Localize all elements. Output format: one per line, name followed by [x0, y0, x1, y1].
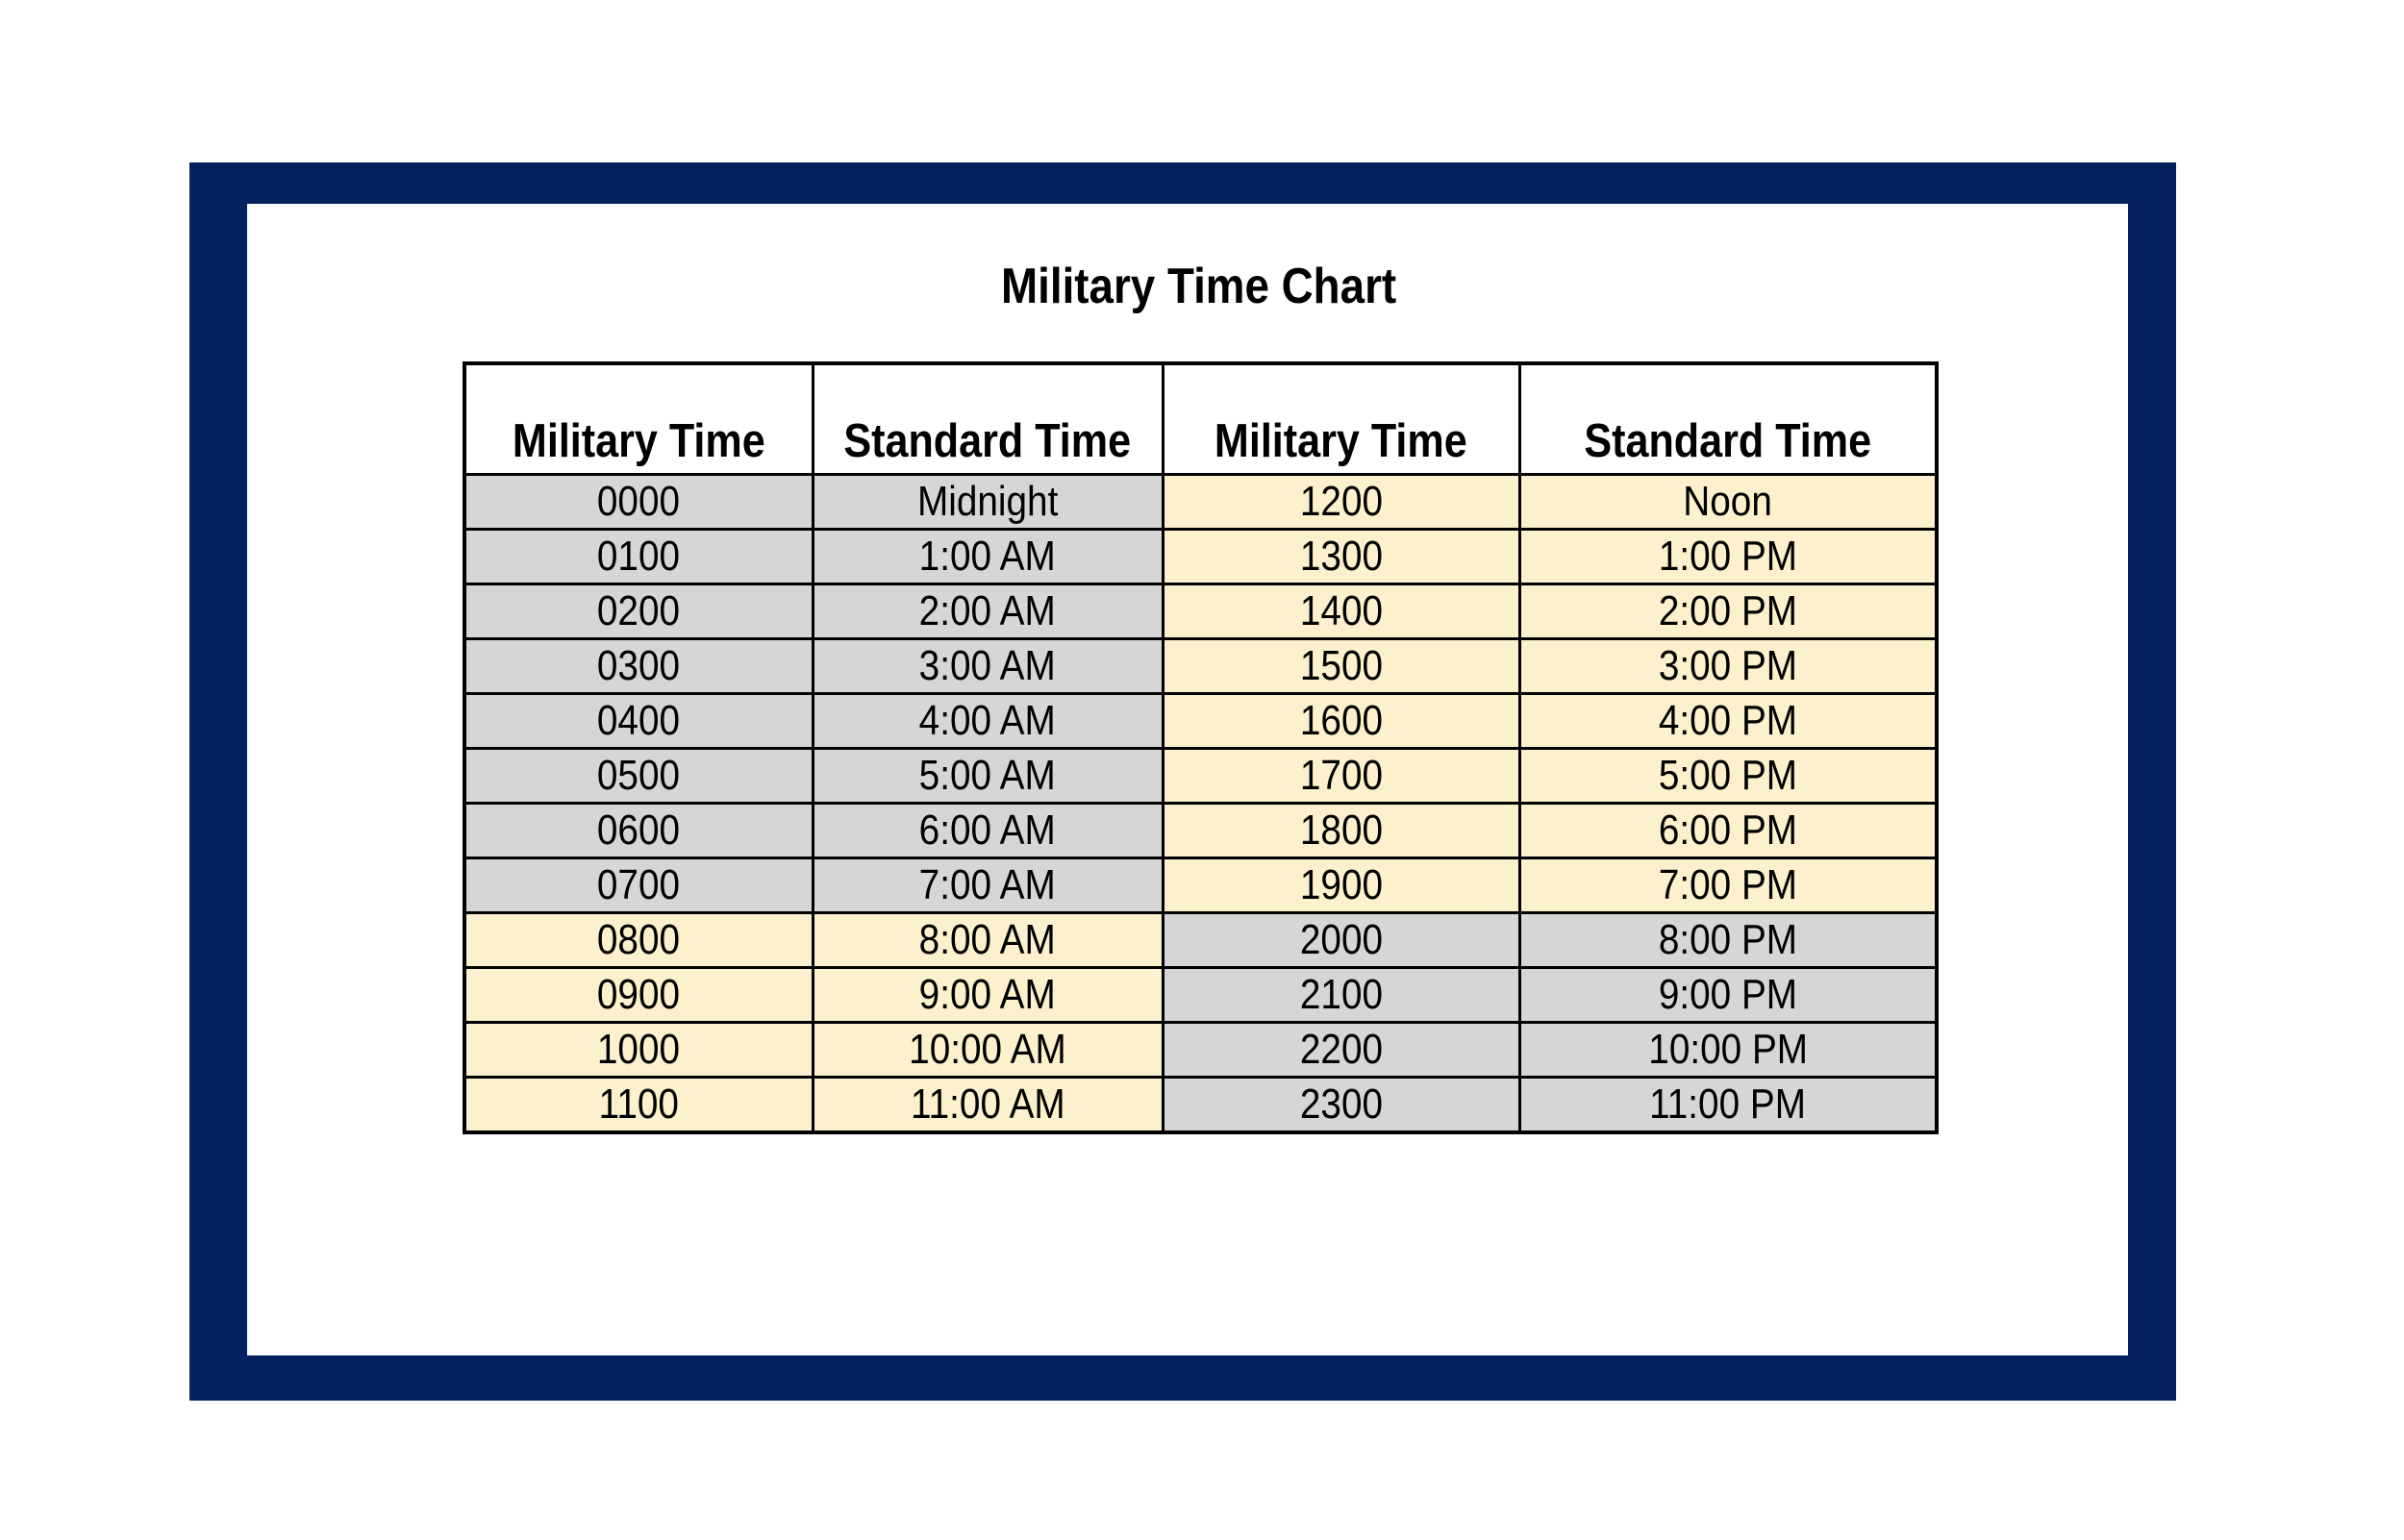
cell-standard-time	[813, 639, 1163, 694]
cell-text: Noon	[1683, 478, 1773, 525]
cell-military-time	[1163, 858, 1519, 913]
cell-text: 5:00 PM	[1658, 752, 1797, 799]
cell-text: 0200	[597, 587, 681, 634]
cell-text: 1100	[598, 1080, 679, 1128]
cell-text: 4:00 AM	[918, 697, 1057, 744]
page-title	[463, 259, 1935, 314]
cell-text: 7:00 AM	[918, 861, 1057, 908]
header-standard-time-right: Standard Time	[1519, 363, 1937, 475]
cell-text: 0100	[597, 533, 681, 580]
cell-text: 0300	[597, 642, 681, 689]
cell-text: 1700	[1299, 752, 1383, 799]
cell-text: 11:00 PM	[1649, 1080, 1807, 1128]
table-row	[464, 1078, 1937, 1133]
cell-standard-time	[813, 804, 1163, 858]
cell-standard-time	[1519, 475, 1937, 530]
cell-standard-time	[1519, 639, 1937, 694]
cell-text: 0600	[597, 807, 681, 854]
cell-military-time	[464, 749, 813, 804]
cell-standard-time	[1519, 1078, 1937, 1133]
cell-standard-time	[813, 1078, 1163, 1133]
cell-text: 0700	[597, 861, 681, 908]
cell-standard-time	[1519, 804, 1937, 858]
cell-text: 9:00 PM	[1658, 971, 1797, 1018]
cell-text: 0500	[597, 752, 681, 799]
table-row	[464, 804, 1937, 858]
cell-text: 1:00 AM	[918, 533, 1057, 580]
table-row	[464, 858, 1937, 913]
cell-standard-time	[1519, 749, 1937, 804]
table-header-row	[464, 363, 1937, 475]
page-title-text: Military Time Chart	[1000, 259, 1397, 314]
cell-military-time	[464, 475, 813, 530]
cell-text: 1200	[1299, 478, 1383, 525]
cell-text: 10:00 AM	[909, 1026, 1066, 1073]
cell-text: 8:00 PM	[1658, 916, 1797, 963]
cell-text: 0000	[597, 478, 681, 525]
cell-text: 1500	[1299, 642, 1383, 689]
cell-military-time	[464, 584, 813, 639]
cell-text: 2100	[1299, 971, 1383, 1018]
table-row	[464, 639, 1937, 694]
cell-text: 5:00 AM	[918, 752, 1057, 799]
table-row	[464, 530, 1937, 584]
cell-text: Midnight	[916, 478, 1059, 525]
cell-text: 1600	[1299, 697, 1383, 744]
cell-military-time	[1163, 913, 1519, 968]
cell-text: 0400	[597, 697, 681, 744]
header-military-time-left: Military Time	[464, 363, 813, 475]
cell-text: 1300	[1299, 533, 1383, 580]
cell-standard-time	[1519, 584, 1937, 639]
cell-military-time	[464, 913, 813, 968]
cell-text: 1000	[597, 1026, 681, 1073]
cell-text: 2300	[1299, 1080, 1383, 1128]
military-time-table	[463, 361, 1939, 1134]
cell-military-time	[464, 530, 813, 584]
cell-text: 2:00 PM	[1658, 587, 1797, 634]
header-military-time-right: Military Time	[1163, 363, 1519, 475]
cell-military-time	[1163, 804, 1519, 858]
table-row	[464, 584, 1937, 639]
table-row	[464, 694, 1937, 749]
cell-military-time	[1163, 639, 1519, 694]
cell-standard-time	[813, 968, 1163, 1023]
cell-military-time	[464, 804, 813, 858]
cell-text: 11:00 AM	[910, 1080, 1065, 1128]
cell-text: 1400	[1299, 587, 1383, 634]
cell-standard-time	[1519, 858, 1937, 913]
cell-military-time	[1163, 530, 1519, 584]
cell-text: 3:00 AM	[918, 642, 1057, 689]
cell-military-time	[1163, 1078, 1519, 1133]
cell-text: 0900	[597, 971, 681, 1018]
cell-text: 1:00 PM	[1658, 533, 1797, 580]
cell-text: 10:00 PM	[1647, 1026, 1808, 1073]
cell-text: 3:00 PM	[1658, 642, 1797, 689]
table-body	[464, 475, 1937, 1133]
cell-text: 7:00 PM	[1658, 861, 1797, 908]
cell-text: 8:00 AM	[918, 916, 1057, 963]
cell-military-time	[464, 639, 813, 694]
table-row	[464, 475, 1937, 530]
cell-text: 6:00 PM	[1658, 807, 1797, 854]
cell-text: 9:00 AM	[918, 971, 1057, 1018]
cell-text: 2200	[1299, 1026, 1383, 1073]
cell-military-time	[1163, 694, 1519, 749]
cell-standard-time	[813, 584, 1163, 639]
cell-military-time	[1163, 1023, 1519, 1078]
cell-text: 6:00 AM	[918, 807, 1057, 854]
cell-standard-time	[1519, 694, 1937, 749]
cell-military-time	[1163, 475, 1519, 530]
cell-military-time	[1163, 968, 1519, 1023]
table-row	[464, 913, 1937, 968]
cell-standard-time	[813, 1023, 1163, 1078]
cell-standard-time	[813, 530, 1163, 584]
cell-standard-time	[813, 475, 1163, 530]
cell-standard-time	[813, 749, 1163, 804]
cell-text: 1800	[1299, 807, 1383, 854]
cell-standard-time	[1519, 968, 1937, 1023]
cell-military-time	[464, 968, 813, 1023]
cell-standard-time	[813, 858, 1163, 913]
cell-standard-time	[813, 694, 1163, 749]
table-row	[464, 749, 1937, 804]
header-standard-time-left: Standard Time	[813, 363, 1163, 475]
cell-text: 2000	[1299, 916, 1383, 963]
cell-military-time	[1163, 749, 1519, 804]
cell-standard-time	[813, 913, 1163, 968]
cell-military-time	[464, 1078, 813, 1133]
cell-text: 1900	[1299, 861, 1383, 908]
cell-military-time	[464, 858, 813, 913]
cell-text: 4:00 PM	[1658, 697, 1797, 744]
table-row	[464, 968, 1937, 1023]
cell-standard-time	[1519, 1023, 1937, 1078]
cell-military-time	[464, 1023, 813, 1078]
table-row	[464, 1023, 1937, 1078]
cell-text: 2:00 AM	[918, 587, 1057, 634]
cell-text: 0800	[597, 916, 681, 963]
cell-standard-time	[1519, 913, 1937, 968]
cell-standard-time	[1519, 530, 1937, 584]
cell-military-time	[1163, 584, 1519, 639]
cell-military-time	[464, 694, 813, 749]
